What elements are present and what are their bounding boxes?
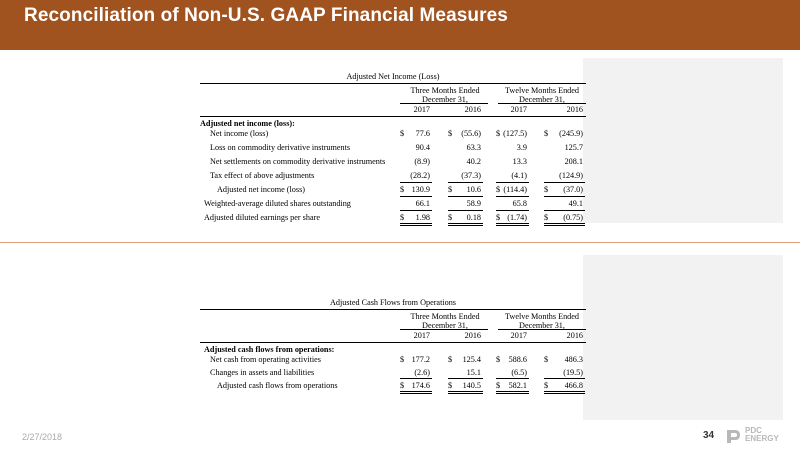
column-group-twelve-months: Twelve Months Ended December 31, [504, 86, 579, 104]
total-double-rule [400, 223, 432, 226]
cell-value: (0.75) [563, 213, 583, 222]
row-label: Loss on commodity derivative instruments [210, 143, 351, 152]
table-row [200, 129, 586, 140]
currency-symbol: $ [496, 185, 501, 194]
cell-value: (19.5) [563, 368, 583, 377]
cell-value: 486.3 [564, 355, 583, 364]
currency-symbol: $ [448, 129, 453, 138]
table-row [200, 143, 586, 154]
title-rule [200, 83, 586, 84]
subtotal-rule [448, 182, 483, 183]
cell-value: (127.5) [503, 129, 527, 138]
year-header: 2016 [464, 331, 481, 340]
total-double-rule [544, 391, 585, 394]
cell-value: 125.4 [462, 355, 481, 364]
year-header: 2017 [510, 105, 527, 114]
header-rule [200, 116, 586, 117]
row-label: Weighted-average diluted shares outstanding [204, 199, 351, 208]
group-rule [400, 329, 488, 330]
cell-value: 588.6 [508, 355, 527, 364]
currency-symbol: $ [400, 213, 405, 222]
column-group-three-months: Three Months Ended December 31, [410, 312, 480, 330]
total-double-rule [400, 391, 432, 394]
currency-symbol: $ [496, 381, 501, 390]
currency-symbol: $ [448, 381, 453, 390]
section-label: Adjusted net income (loss): [200, 119, 295, 128]
adjusted-net-income-table [200, 72, 586, 222]
table-row [200, 199, 586, 210]
cell-value: 15.1 [466, 368, 481, 377]
currency-symbol: $ [496, 355, 501, 364]
title-bar [0, 0, 800, 50]
currency-symbol: $ [400, 129, 405, 138]
cell-value: (4.1) [511, 171, 527, 180]
cell-value: 90.4 [415, 143, 430, 152]
logo-line-2: ENERGY [745, 434, 779, 443]
currency-symbol: $ [496, 213, 501, 222]
cell-value: (2.6) [414, 368, 430, 377]
cell-value: 140.5 [462, 381, 481, 390]
cell-value: (6.5) [511, 368, 527, 377]
total-double-rule [496, 391, 529, 394]
row-label: Net income (loss) [210, 129, 269, 138]
subtotal-rule [496, 182, 529, 183]
cell-value: 1.98 [415, 213, 430, 222]
row-label: Net cash from operating activities [210, 355, 321, 364]
company-logo [725, 425, 785, 447]
row-label: Adjusted diluted earnings per share [204, 213, 320, 222]
cell-value: (245.9) [559, 129, 583, 138]
subtotal-rule [496, 378, 529, 379]
row-label: Tax effect of above adjustments [210, 171, 315, 180]
cell-value: 3.9 [516, 143, 527, 152]
total-double-rule [448, 391, 483, 394]
currency-symbol: $ [544, 355, 549, 364]
cell-value: 40.2 [466, 157, 481, 166]
group-rule [498, 103, 586, 104]
total-double-rule [496, 223, 529, 226]
year-header: 2016 [566, 331, 583, 340]
row-label: Adjusted net income (loss) [217, 185, 305, 194]
cell-value: 208.1 [564, 157, 583, 166]
cell-value: 582.1 [508, 381, 527, 390]
cell-value: (1.74) [507, 213, 527, 222]
row-label: Adjusted cash flows from operations [217, 381, 338, 390]
header-rule [200, 342, 586, 343]
row-label: Changes in assets and liabilities [210, 368, 315, 377]
currency-symbol: $ [400, 185, 405, 194]
cell-value: 77.6 [415, 129, 430, 138]
cell-value: (114.4) [503, 185, 527, 194]
currency-symbol: $ [544, 213, 549, 222]
group-rule [498, 329, 586, 330]
side-panel-top [583, 58, 783, 223]
adjusted-cash-flows-table [200, 298, 586, 398]
table-row [200, 185, 586, 196]
section-divider [0, 242, 800, 243]
currency-symbol: $ [448, 185, 453, 194]
year-header: 2017 [510, 331, 527, 340]
year-header: 2016 [464, 105, 481, 114]
currency-symbol: $ [448, 355, 453, 364]
column-group-twelve-months: Twelve Months Ended December 31, [504, 312, 579, 330]
logo-line-1: PDC [745, 426, 762, 435]
section-label: Adjusted cash flows from operations: [204, 345, 335, 354]
page-number: 34 [703, 430, 715, 441]
subtotal-rule [544, 378, 585, 379]
pdc-energy-logo-icon [725, 427, 743, 445]
cell-value: 174.6 [411, 381, 430, 390]
cell-value: 466.8 [564, 381, 583, 390]
currency-symbol: $ [400, 355, 405, 364]
cell-value: (37.3) [461, 171, 481, 180]
cell-value: 177.2 [411, 355, 430, 364]
year-header: 2017 [413, 331, 430, 340]
table-row [200, 355, 586, 366]
page-title: Reconciliation of Non-U.S. GAAP Financial Measures [24, 5, 508, 26]
table-title: Adjusted Net Income (Loss) [346, 72, 440, 81]
cell-value: 49.1 [568, 199, 583, 208]
subtotal-rule [496, 196, 529, 197]
currency-symbol: $ [400, 381, 405, 390]
title-rule [200, 309, 586, 310]
cell-value: 65.8 [512, 199, 527, 208]
currency-symbol: $ [544, 185, 549, 194]
subtotal-rule [400, 210, 432, 211]
group-rule [400, 103, 488, 104]
cell-value: (124.9) [559, 171, 583, 180]
subtotal-rule [544, 196, 585, 197]
year-header: 2016 [566, 105, 583, 114]
footer-date: 2/27/2018 [22, 432, 63, 442]
currency-symbol: $ [496, 129, 501, 138]
cell-value: 63.3 [466, 143, 481, 152]
cell-value: 66.1 [415, 199, 430, 208]
currency-symbol: $ [544, 129, 549, 138]
subtotal-rule [400, 182, 432, 183]
subtotal-rule [448, 196, 483, 197]
cell-value: 10.6 [466, 185, 481, 194]
cell-value: (37.0) [563, 185, 583, 194]
subtotal-rule [448, 378, 483, 379]
total-double-rule [544, 223, 585, 226]
column-group-three-months: Three Months Ended December 31, [410, 86, 480, 104]
year-header: 2017 [413, 105, 430, 114]
subtotal-rule [544, 210, 585, 211]
side-panel-bottom [583, 255, 783, 420]
table-row [200, 171, 586, 182]
cell-value: 125.7 [564, 143, 583, 152]
cell-value: 130.9 [411, 185, 430, 194]
subtotal-rule [496, 210, 529, 211]
currency-symbol: $ [448, 213, 453, 222]
subtotal-rule [448, 210, 483, 211]
table-row [200, 157, 586, 168]
cell-value: (8.9) [414, 157, 430, 166]
logo-text [745, 427, 779, 443]
subtotal-rule [400, 196, 432, 197]
subtotal-rule [400, 378, 432, 379]
cell-value: (28.2) [410, 171, 430, 180]
row-label: Net settlements on commodity derivative instruments [210, 157, 386, 166]
cell-value: 13.3 [512, 157, 527, 166]
subtotal-rule [544, 182, 585, 183]
cell-value: 58.9 [466, 199, 481, 208]
cell-value: 0.18 [466, 213, 481, 222]
currency-symbol: $ [544, 381, 549, 390]
table-title: Adjusted Cash Flows from Operations [330, 298, 456, 307]
total-double-rule [448, 223, 483, 226]
cell-value: (55.6) [461, 129, 481, 138]
